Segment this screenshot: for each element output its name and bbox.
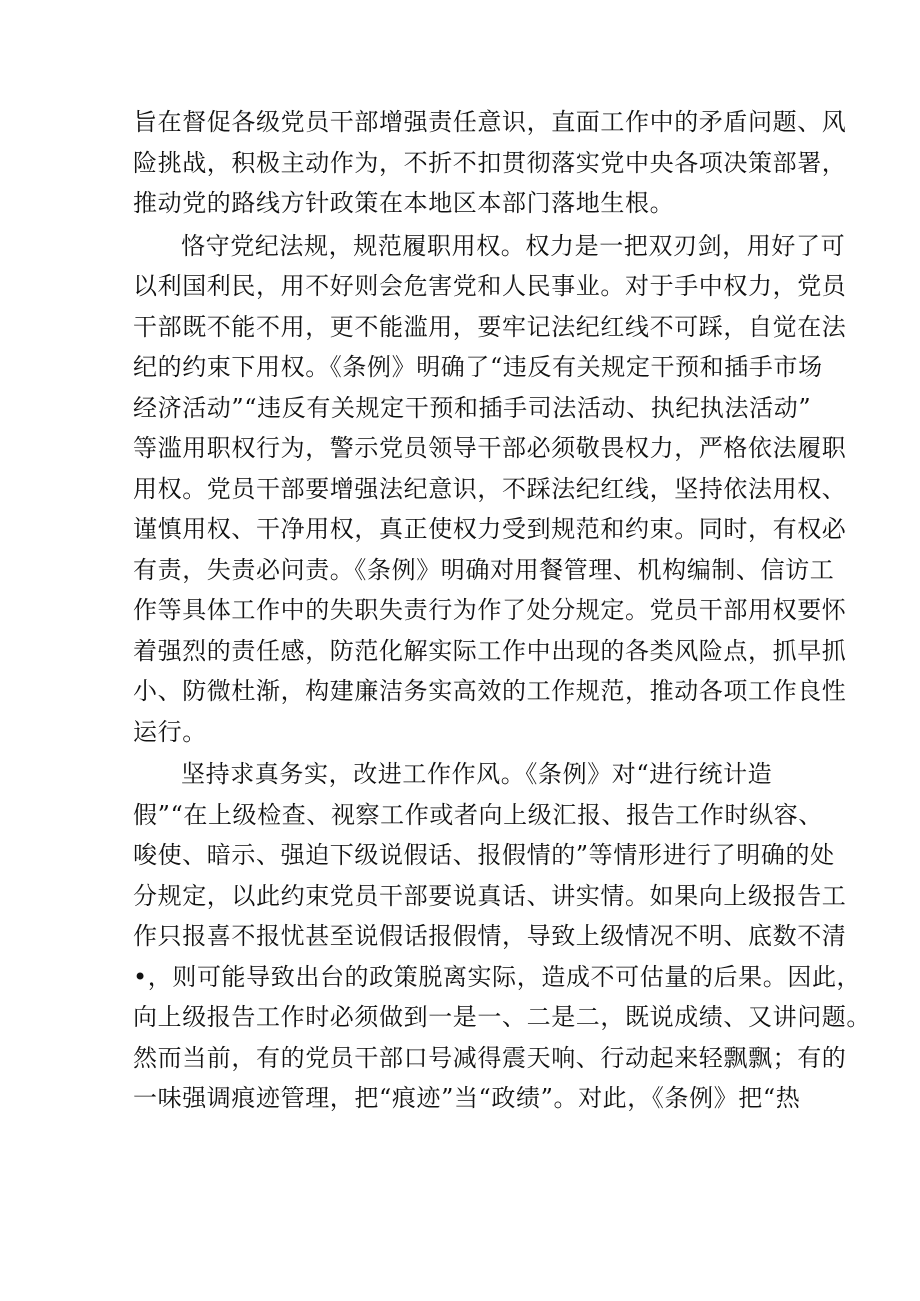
paragraph-3-line-6: •，则可能导致出台的政策脱离实际，造成不可估量的后果。因此， (133, 962, 862, 991)
paragraph-2-line-13: 运行。 (133, 717, 207, 746)
paragraph-3-line-7: 向上级报告工作时必须做到一是一、二是二，既说成绩、又讲问题。 (133, 1003, 871, 1031)
paragraph-2-line-6: 等滥用职权行为，警示党员领导干部必须敬畏权力，严格依法履职 (133, 434, 847, 462)
paragraph-2-line-10: 作等具体工作中的失职失责行为作了处分规定。党员干部用权要怀 (133, 596, 847, 624)
paragraph-2-line-4: 纪的约束下用权。《条例》明确了“违反有关规定干预和插手市场 (133, 353, 823, 381)
paragraph-3-line-8: 然而当前，有的党员干部口号减得震天响、行动起来轻飘飘；有的 (133, 1043, 847, 1072)
paragraph-3-line-3: 唆使、暗示、强迫下级说假话、报假情的”等情形进行了明确的处 (133, 841, 835, 869)
paragraph-2-line-7: 用权。党员干部要增强法纪意识，不踩法纪红线，坚持依法用权、 (133, 474, 847, 503)
paragraph-3-line-1: 坚持求真务实，改进工作作风。《条例》对“进行统计造 (181, 760, 773, 788)
paragraph-2-line-3: 干部既不能不用，更不能滥用，要牢记法纪红线不可踩，自觉在法 (133, 312, 847, 341)
paragraph-2-line-5: 经济活动”“违反有关规定干预和插手司法活动、执纪执法活动” (133, 393, 812, 422)
paragraph-2-line-8: 谨慎用权、干净用权，真正使权力受到规范和约束。同时，有权必 (133, 515, 847, 543)
paragraph-3-line-9: 一味强调痕迹管理，把“痕迹”当“政绩”。对此，《条例》把“热 (133, 1084, 801, 1112)
paragraph-3-line-5: 作只报喜不报忧甚至说假话报假情，导致上级情况不明、底数不清 (133, 922, 847, 950)
paragraph-3-line-2: 假”“在上级检查、视察工作或者向上级汇报、报告工作时纵容、 (133, 800, 823, 829)
paragraph-1-line-2: 险挑战，积极主动作为，不折不扣贯彻落实党中央各项决策部署， (133, 148, 847, 177)
paragraph-2-line-9: 有责，失责必问责。《条例》明确对用餐管理、机构编制、信访工 (133, 555, 835, 584)
paragraph-2-line-1: 恪守党纪法规，规范履职用权。权力是一把双刃剑，用好了可 (181, 231, 846, 260)
paragraph-1-line-3: 推动党的路线方针政策在本地区本部门落地生根。 (133, 189, 675, 217)
paragraph-2-line-12: 小、防微杜渐，构建廉洁务实高效的工作规范，推动各项工作良性 (133, 677, 847, 705)
paragraph-2-line-2: 以利国利民，用不好则会危害党和人民事业。对于手中权力，党员 (133, 272, 847, 300)
document-body (133, 102, 871, 1119)
paragraph-3-line-4: 分规定，以此约束党员干部要说真话、讲实情。如果向上级报告工 (133, 881, 847, 910)
paragraph-1-line-1: 旨在督促各级党员干部增强责任意识，直面工作中的矛盾问题、风 (133, 108, 847, 136)
paragraph-2-line-11: 着强烈的责任感，防范化解实际工作中出现的各类风险点，抓早抓 (133, 636, 847, 665)
